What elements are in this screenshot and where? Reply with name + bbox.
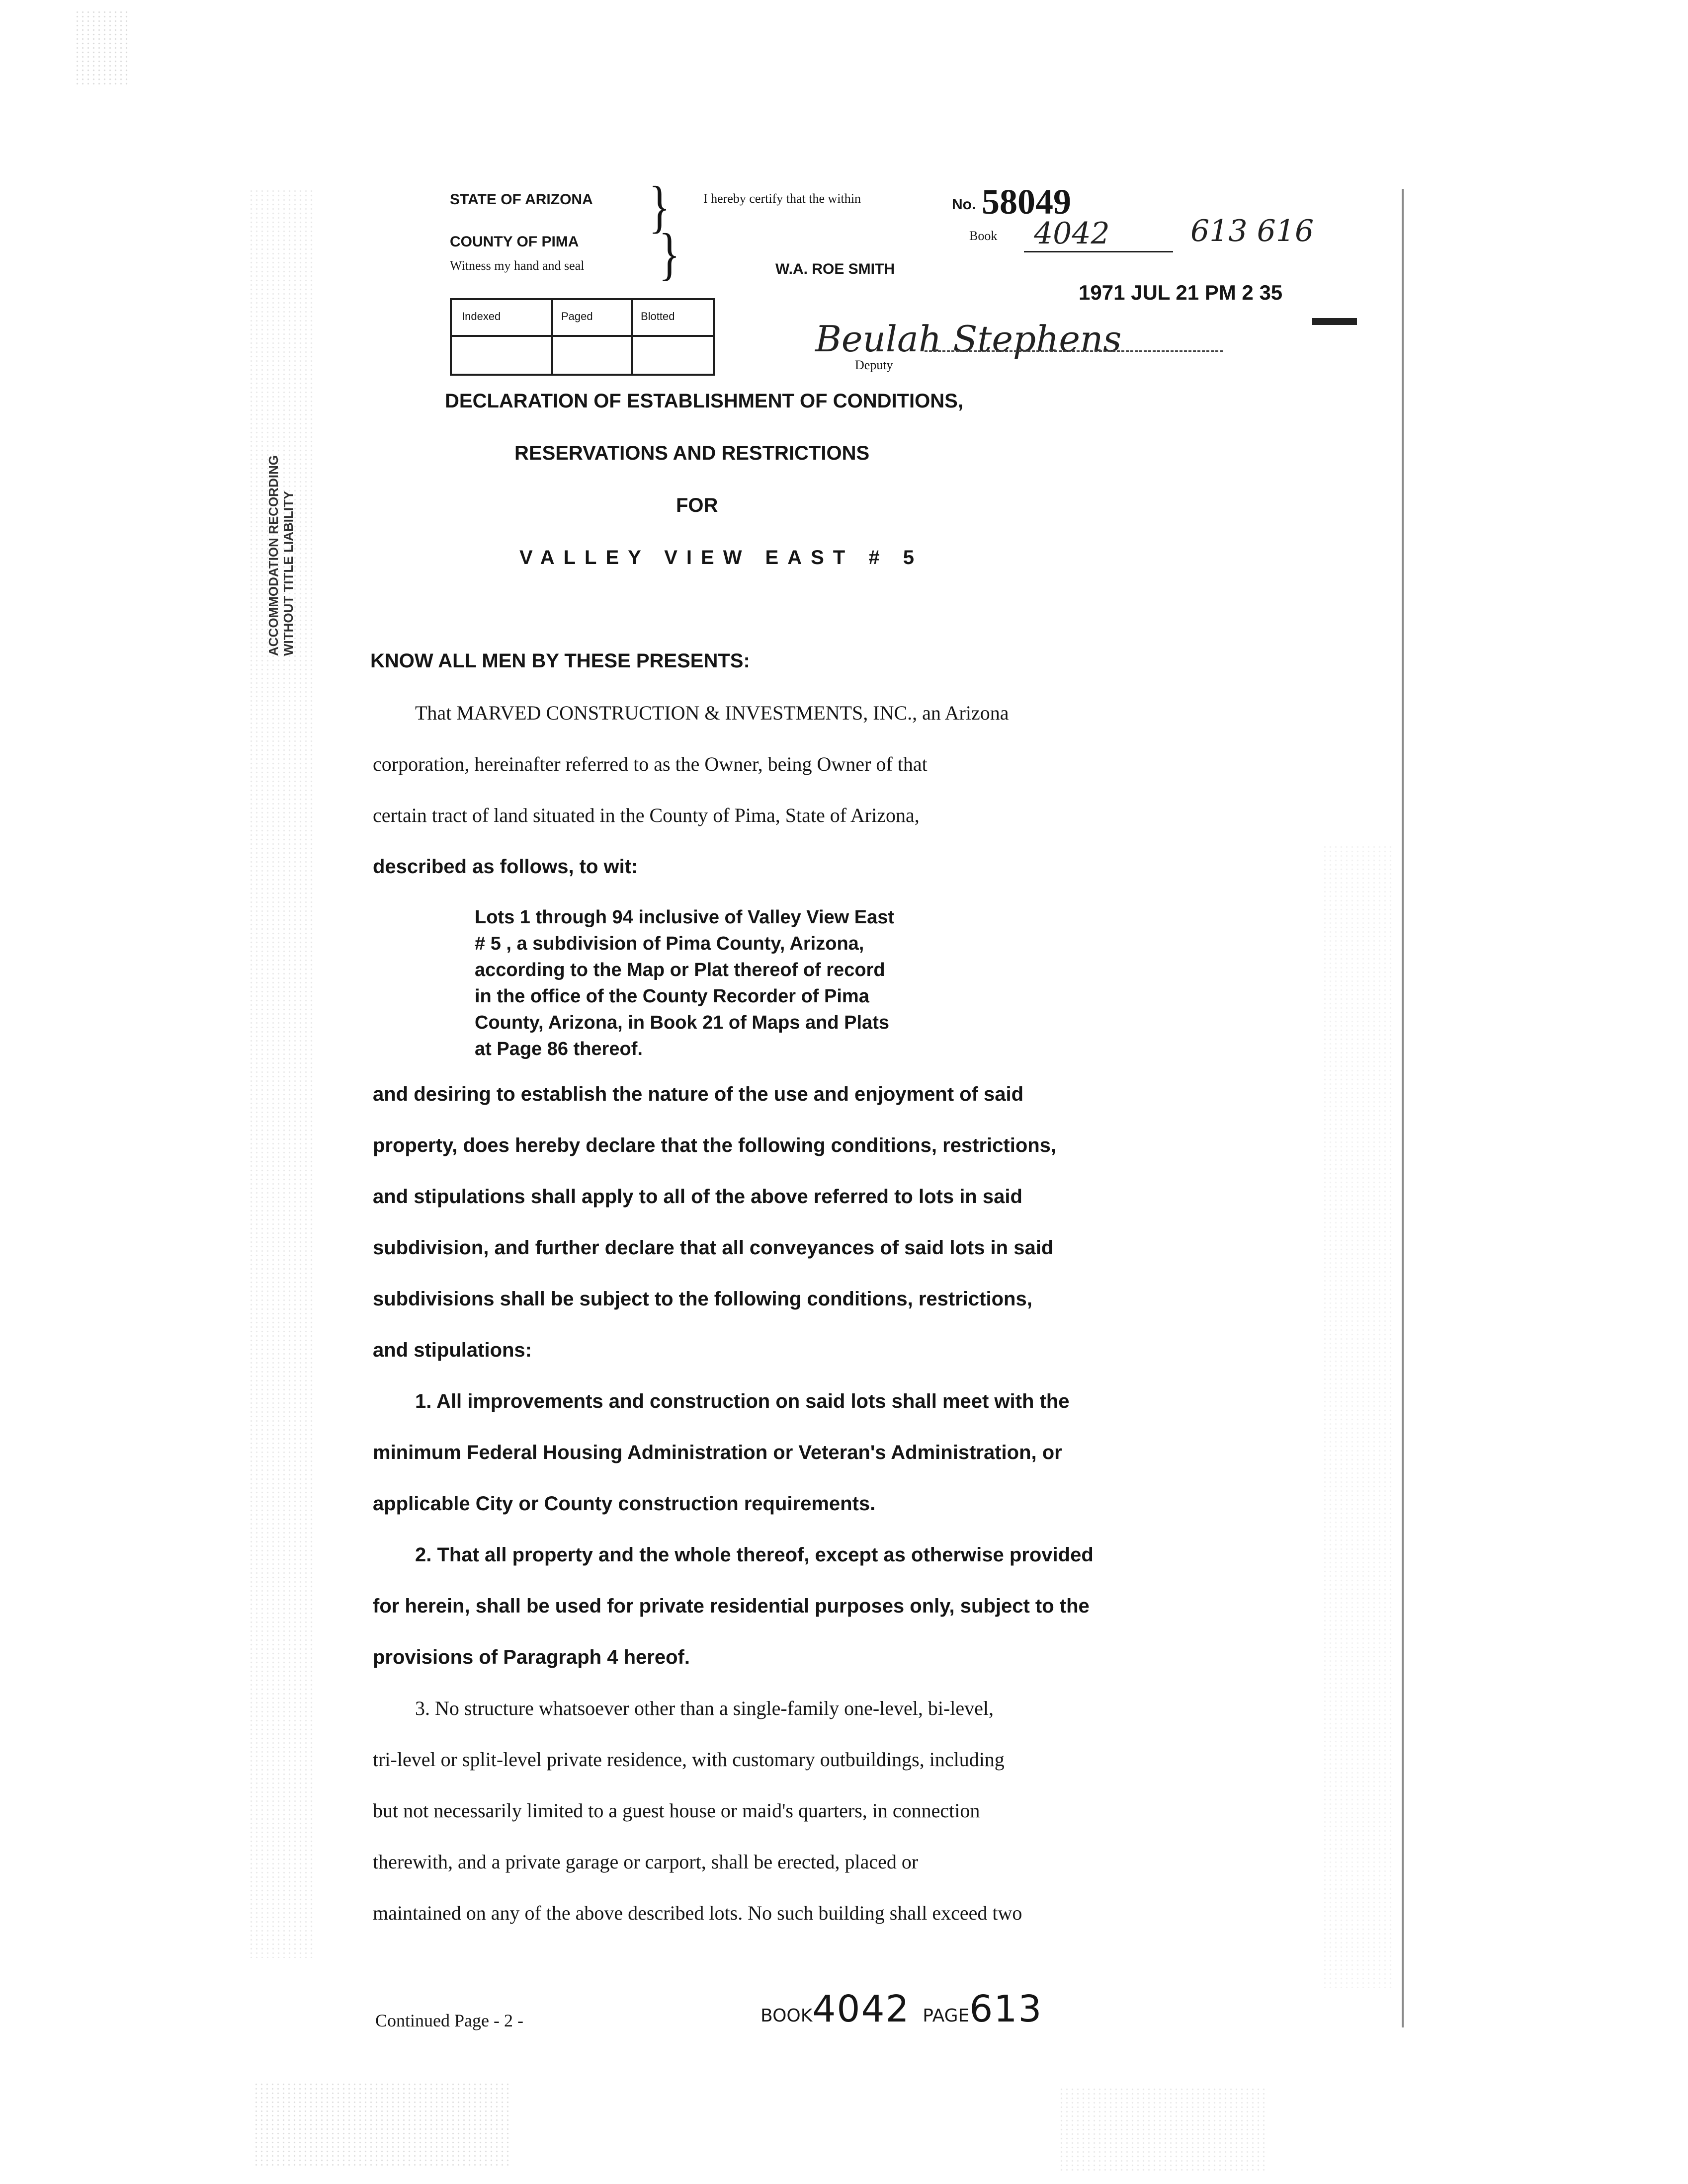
lot-line-4: in the office of the County Recorder of Pima [475, 986, 869, 1007]
certify-text: I hereby certify that the within [703, 191, 861, 206]
witness-line: Witness my hand and seal [450, 258, 585, 273]
para1-line-1: That MARVED CONSTRUCTION & INVESTMENTS, INC., an Arizona [415, 702, 1009, 724]
right-page-edge [1402, 189, 1404, 2027]
item1-line-3: applicable City or County construction requirements. [373, 1493, 876, 1515]
book-handwritten: 4042 [1034, 216, 1110, 251]
para2-line-3: and stipulations shall apply to all of the above referred to lots in said [373, 1186, 1022, 1208]
book-label: Book [969, 229, 998, 243]
recorder-name: W.A. ROE SMITH [775, 261, 895, 277]
scan-noise-top-left [75, 10, 129, 84]
item1-line-1: 1. All improvements and construction on said lots shall meet with the [415, 1390, 1070, 1412]
continued-page: Continued Page - 2 - [375, 2011, 523, 2030]
page-handwritten: 613 616 [1190, 214, 1314, 248]
item3-line-3: but not necessarily limited to a guest house or maid's quarters, in connection [373, 1799, 980, 1822]
para1-line-2: corporation, hereinafter referred to as the Owner, being Owner of that [373, 753, 928, 775]
stamp-table [450, 298, 715, 376]
para2-line-6: and stipulations: [373, 1339, 532, 1361]
intro-heading: KNOW ALL MEN BY THESE PRESENTS: [370, 650, 750, 672]
deputy-label: Deputy [855, 358, 893, 372]
item3-line-4: therewith, and a private garage or carport, shall be erected, placed or [373, 1851, 919, 1873]
brace-right: } [659, 222, 680, 286]
para2-line-2: property, does hereby declare that the following conditions, restrictions, [373, 1134, 1057, 1156]
signature-dashes [925, 350, 1223, 352]
state-of: STATE OF ARIZONA [450, 191, 593, 208]
scan-noise-left-margin [249, 189, 313, 1958]
brace-left: } [649, 175, 671, 239]
footer-page-label: PAGE [923, 2006, 970, 2026]
stamp-cell-3: Blotted [641, 310, 675, 323]
footer-book-label: BOOK [760, 2006, 813, 2026]
lot-line-5: County, Arizona, in Book 21 of Maps and Plats [475, 1012, 889, 1033]
para2-line-5: subdivisions shall be subject to the following conditions, restrictions, [373, 1288, 1032, 1310]
lot-description [475, 904, 894, 1062]
scan-noise-right-margin [1322, 845, 1392, 1988]
scan-noise-bottom-right [1059, 2087, 1267, 2172]
margin-stamp-line2: WITHOUT TITLE LIABILITY [281, 490, 296, 656]
filed-stamp: 1971 JUL 21 PM 2 35 [1079, 281, 1283, 304]
book-underline [1024, 251, 1173, 252]
lot-line-2: # 5 , a subdivision of Pima County, Arizona, [475, 933, 864, 954]
item3-line-1: 3. No structure whatsoever other than a single-family one-level, bi-level, [415, 1697, 994, 1719]
signature: Beulah Stephens [815, 318, 1122, 360]
para1-line-4: described as follows, to wit: [373, 856, 638, 878]
lot-line-3: according to the Map or Plat thereof of record [475, 960, 885, 980]
stamp-cell-1: Indexed [462, 310, 501, 323]
doc-number: 58049 [982, 182, 1071, 222]
scan-noise-bottom-left [253, 2082, 512, 2167]
item2-line-3: provisions of Paragraph 4 hereof. [373, 1646, 690, 1668]
recorder-mark [1312, 318, 1357, 325]
lot-line-6: at Page 86 thereof. [475, 1039, 643, 1059]
title-line-1: DECLARATION OF ESTABLISHMENT OF CONDITIONS, [445, 390, 963, 412]
stamp-cell-2: Paged [561, 310, 593, 323]
para1-line-3: certain tract of land situated in the County of Pima, State of Arizona, [373, 804, 920, 826]
title-line-4: VALLEY VIEW EAST # 5 [519, 547, 923, 568]
item3-line-2: tri-level or split-level private residence, with customary outbuildings, including [373, 1748, 1005, 1771]
title-line-2: RESERVATIONS AND RESTRICTIONS [514, 442, 870, 464]
book-page-stamp [760, 1988, 1043, 2030]
item2-line-1: 2. That all property and the whole thereof, except as otherwise provided [415, 1544, 1094, 1566]
item1-line-2: minimum Federal Housing Administration or Veteran's Administration, or [373, 1442, 1062, 1463]
title-line-3: FOR [676, 494, 718, 516]
footer-book-number: 4042 [812, 1988, 910, 2030]
lot-line-1: Lots 1 through 94 inclusive of Valley View East [475, 907, 895, 928]
margin-stamp-line1: ACCOMMODATION RECORDING [266, 455, 281, 656]
para2-line-1: and desiring to establish the nature of the use and enjoyment of said [373, 1083, 1024, 1105]
doc-number-label: No. [952, 196, 976, 213]
item2-line-2: for herein, shall be used for private residential purposes only, subject to the [373, 1595, 1090, 1617]
para2-line-4: subdivision, and further declare that all conveyances of said lots in said [373, 1237, 1054, 1259]
footer-page-number: 613 [969, 1988, 1043, 2030]
county-of: COUNTY OF PIMA [450, 234, 579, 250]
margin-stamp [266, 455, 296, 656]
item3-line-5: maintained on any of the above described lots. No such building shall exceed two [373, 1902, 1022, 1924]
